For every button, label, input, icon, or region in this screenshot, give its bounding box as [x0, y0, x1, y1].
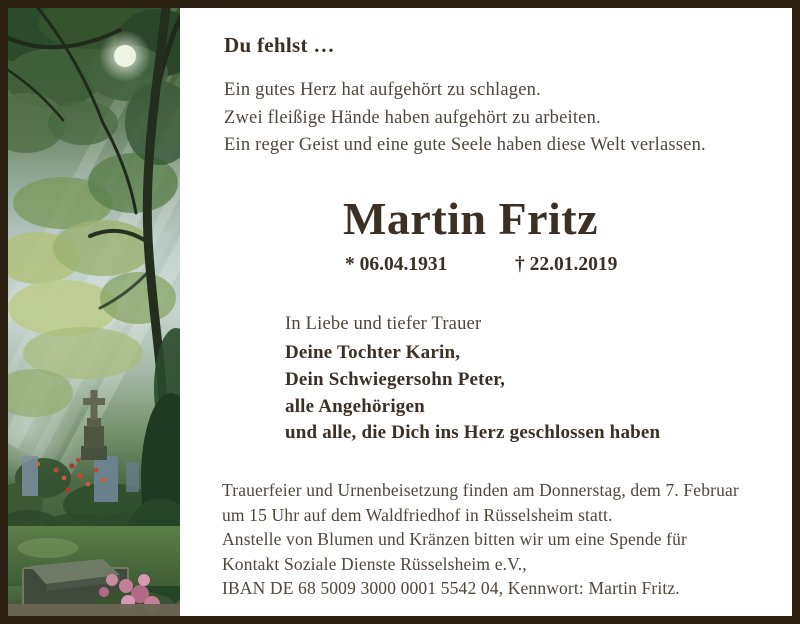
- funeral-info-line: Anstelle von Blumen und Kränzen bitten wir um eine Spende für: [222, 529, 688, 550]
- mourner-line: Dein Schwiegersohn Peter,: [285, 368, 506, 390]
- death-date: † 22.01.2019: [515, 254, 618, 275]
- mourner-line: und alle, die Dich ins Herz geschlossen haben: [285, 422, 661, 444]
- lawn-light: [18, 538, 78, 558]
- mourning-intro: In Liebe und tiefer Trauer: [285, 314, 482, 334]
- poem-line: Ein reger Geist und eine gute Seele haben diese Welt verlassen.: [224, 135, 706, 155]
- notice-heading: Du fehlst …: [224, 33, 335, 57]
- poem-line: Zwei fleißige Hände haben aufgehört zu arbeiten.: [224, 107, 601, 128]
- birth-date: * 06.04.1931: [345, 254, 448, 275]
- funeral-info-line: Kontakt Soziale Dienste Rüsselsheim e.V.,: [222, 553, 527, 574]
- funeral-info-line: IBAN DE 68 5009 3000 0001 5542 04, Kennwort: Martin Fritz.: [222, 578, 680, 599]
- sun-spot: [114, 45, 136, 67]
- deceased-name: Martin Fritz: [343, 193, 599, 244]
- gravel-path: [8, 604, 180, 616]
- mourner-line: Deine Tochter Karin,: [285, 342, 461, 363]
- poem-block: [224, 77, 706, 160]
- funeral-info-block: [222, 478, 739, 601]
- funeral-info-line: um 15 Uhr auf dem Waldfriedhof in Rüsselsheim statt.: [222, 504, 613, 525]
- funeral-info-line: Trauerfeier und Urnenbeisetzung finden am Donnerstag, dem 7. Februar: [222, 480, 739, 500]
- poem-line: Ein gutes Herz hat aufgehört zu schlagen.: [224, 80, 541, 100]
- mourners-block: [285, 340, 660, 447]
- mourner-line: alle Angehörigen: [285, 395, 425, 417]
- memorial-photo: [8, 8, 180, 616]
